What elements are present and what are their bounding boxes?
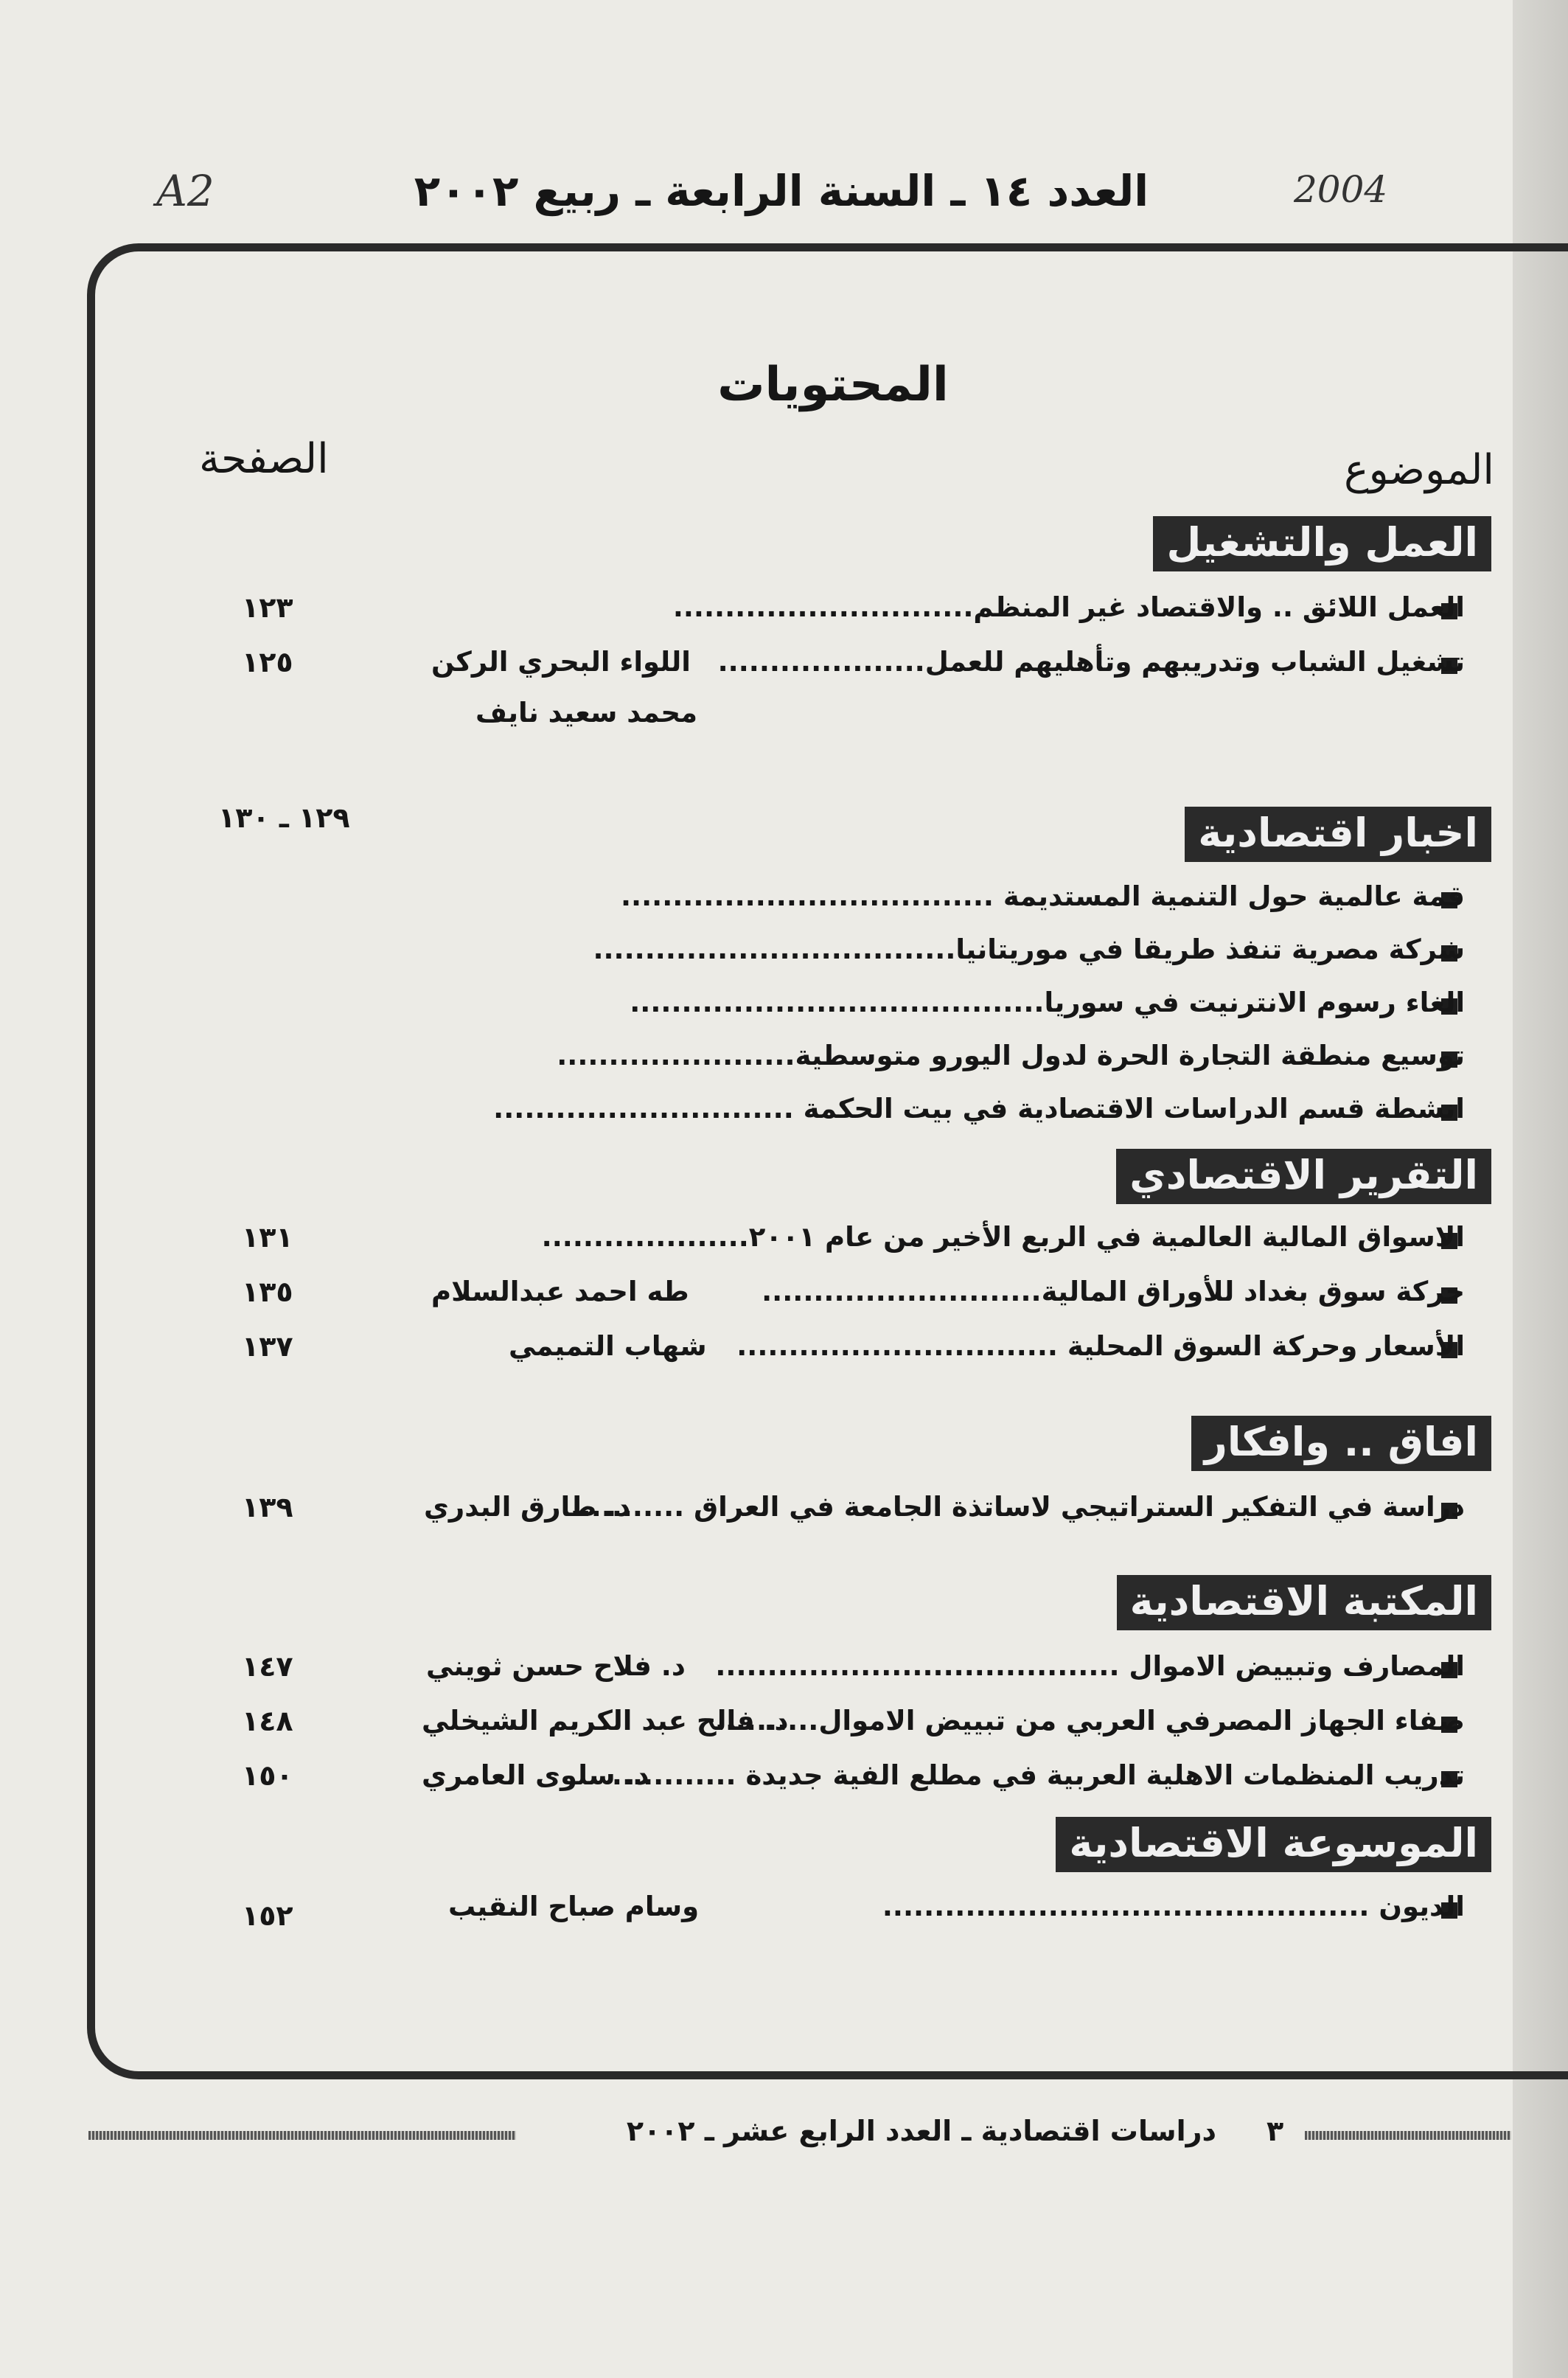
page-column-header: الصفحة — [199, 435, 329, 483]
entry-author: اللواء البحري الركن — [431, 646, 691, 678]
entry-author-continued: محمد سعيد نايف — [475, 697, 698, 729]
entry-title[interactable]: المصارف وتبييض الاموال ....................................... — [715, 1650, 1465, 1682]
entry-page: ١٣٩ — [242, 1491, 293, 1523]
entry-title[interactable]: تشغيل الشباب وتدريبهم وتأهليهم للعمل.................... — [717, 646, 1465, 678]
section-label-news: اخبار اقتصادية — [1185, 807, 1491, 862]
entry-title[interactable]: دراسة في التفكير الستراتيجي لاساتذة الجامعة في العراق ........... — [570, 1491, 1465, 1523]
entry-author: د. فالح عبد الكريم الشيخلي — [422, 1705, 789, 1736]
entry-author: د. طارق البدري — [424, 1491, 631, 1523]
entry-page: ١٢٥ — [242, 646, 293, 678]
entry-title[interactable]: توسيع منطقة التجارة الحرة لدول اليورو متوسطية....................... — [557, 1040, 1465, 1071]
entry-page: ١٤٨ — [242, 1705, 293, 1737]
topic-column-header: الموضوع — [1344, 446, 1494, 494]
footer-rule-right — [1305, 2131, 1511, 2140]
entry-title[interactable]: الديون ............................................... — [882, 1891, 1465, 1922]
section-label-horizons: افاق .. وافكار — [1191, 1416, 1491, 1471]
entry-title[interactable]: العمل اللائق .. والاقتصاد غير المنظم............................. — [672, 591, 1465, 623]
entry-title[interactable]: الأسعار وحركة السوق المحلية ............................... — [736, 1330, 1465, 1362]
entry-title[interactable]: صفاء الجهاز المصرفي العربي من تبييض الاموال.......... — [714, 1705, 1465, 1736]
footer-journal-issue: دراسات اقتصادية ـ العدد الرابع عشر ـ ٢٠٠٢ — [626, 2115, 1216, 2147]
entry-page: ١٣٥ — [242, 1276, 293, 1308]
issue-header-title: العدد ١٤ ـ السنة الرابعة ـ ربيع ٢٠٠٢ — [414, 166, 1149, 216]
entry-page: ١٣١ — [242, 1221, 293, 1254]
entry-title[interactable]: الاسواق المالية العالمية في الربع الأخير من عام ٢٠٠١.................... — [541, 1221, 1465, 1253]
handwritten-note-right: 2004 — [1294, 168, 1388, 211]
entry-page: ١٢٣ — [242, 591, 293, 624]
entry-title[interactable]: تدريب المنظمات الاهلية العربية في مطلع الفية جديدة ............ — [611, 1759, 1465, 1791]
entry-page: ١٥٠ — [242, 1759, 293, 1792]
entry-author: وسام صباح النقيب — [448, 1891, 700, 1922]
entry-title[interactable]: الغاء رسوم الانترنيت في سوريا........................................ — [630, 987, 1465, 1018]
handwritten-note-left: A2 — [156, 166, 215, 216]
footer-rule-left — [88, 2131, 516, 2140]
section-label-encyclopedia: الموسوعة الاقتصادية — [1056, 1817, 1491, 1872]
entry-title[interactable]: شركة مصرية تنفذ طريقا في موريتانيا................................... — [593, 934, 1465, 965]
section-label-report: التقرير الاقتصادي — [1116, 1149, 1491, 1204]
entry-page: ١٤٧ — [242, 1650, 293, 1683]
contents-title: المحتويات — [717, 358, 949, 412]
entry-author: طه احمد عبدالسلام — [431, 1276, 689, 1307]
entry-author: د. فلاح حسن ثويني — [426, 1650, 686, 1682]
section-page-range: ١٢٩ ـ ١٣٠ — [218, 802, 350, 834]
section-label-work: العمل والتشغيل — [1153, 516, 1491, 571]
footer-page-number: ٣ — [1266, 2115, 1284, 2147]
entry-title[interactable]: قمة عالمية حول التنمية المستديمة .................................... — [620, 880, 1465, 912]
entry-title[interactable]: انشطة قسم الدراسات الاقتصادية في بيت الحكمة ............................. — [493, 1093, 1465, 1124]
section-label-library: المكتبة الاقتصادية — [1117, 1575, 1491, 1630]
entry-page: ١٣٧ — [242, 1330, 293, 1363]
entry-author: د. سلوى العامري — [422, 1759, 649, 1791]
entry-page: ١٥٢ — [242, 1899, 293, 1932]
entry-author: شهاب التميمي — [509, 1330, 707, 1362]
entry-title[interactable]: حركة سوق بغداد للأوراق المالية........................... — [762, 1276, 1465, 1307]
